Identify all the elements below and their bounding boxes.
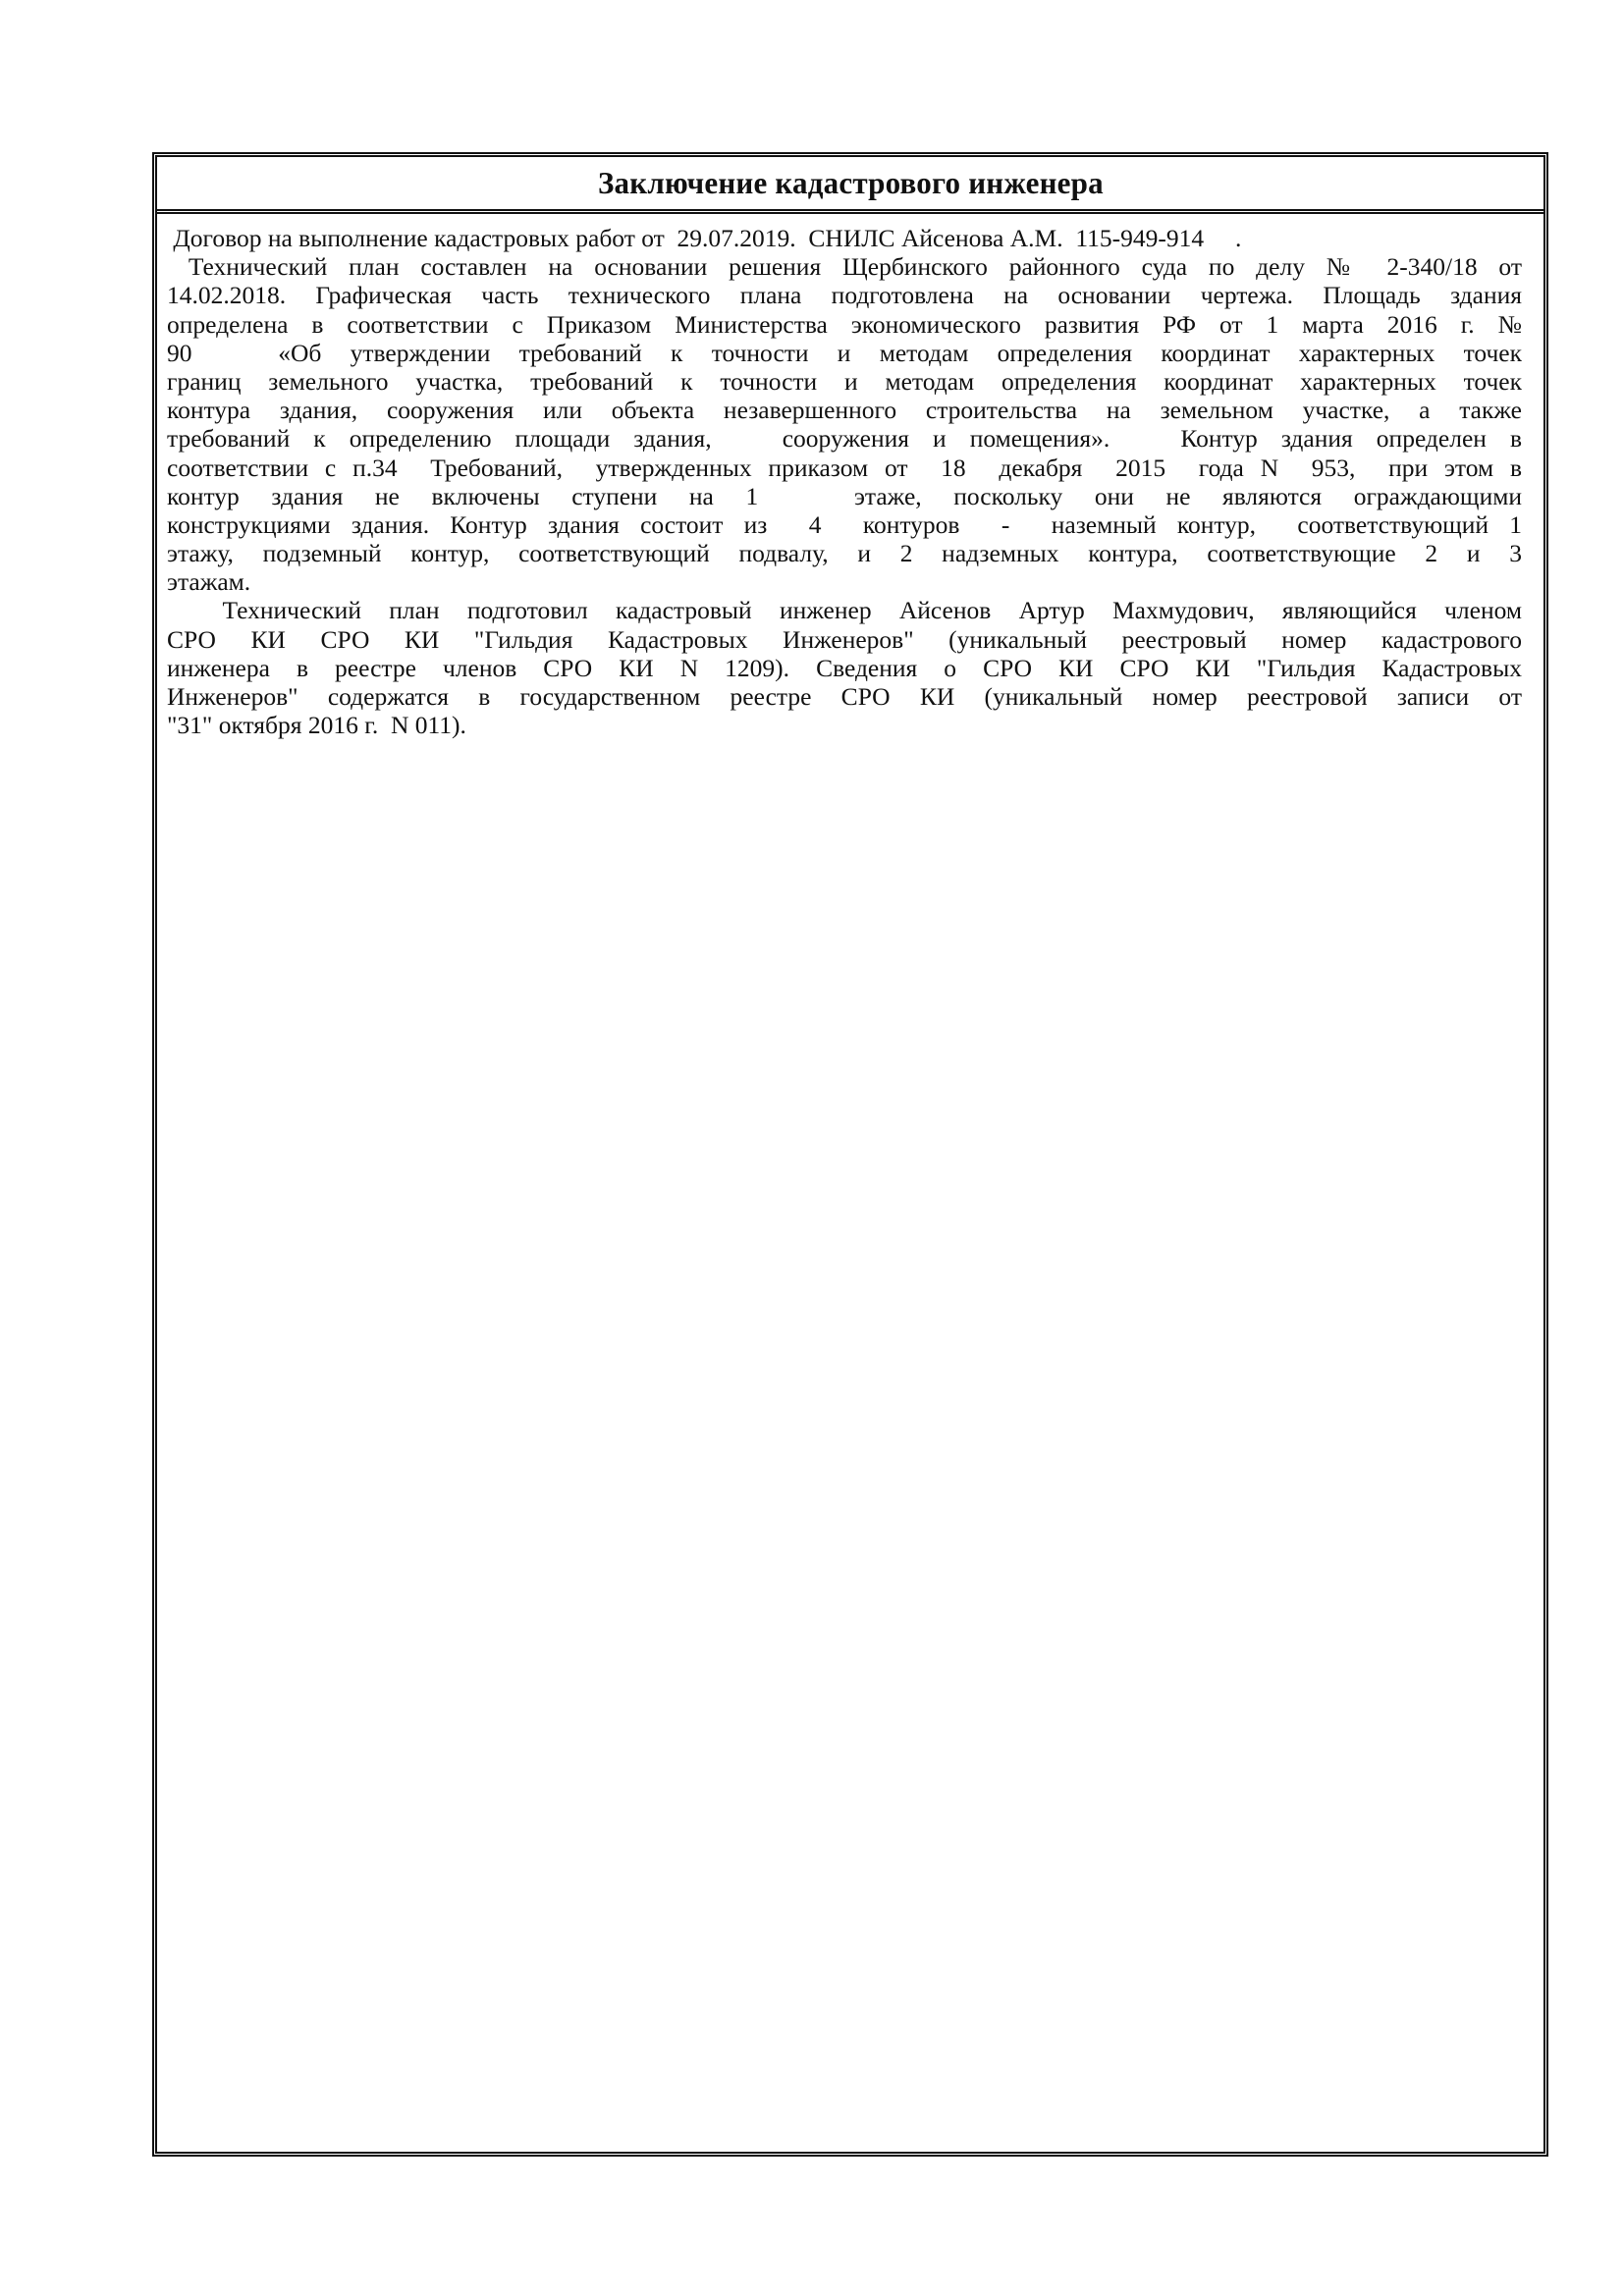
text-line: Технический план подготовил кадастровый инженер Айсенов Артур Махмудович, являющийся членом — [167, 596, 1522, 625]
text-line: Инженеров" содержатся в государственном реестре СРО КИ (уникальный номер реестровой записи от — [167, 682, 1522, 711]
conclusion-body — [167, 224, 1522, 739]
text-line: контура здания, сооружения или объекта незавершенного строительства на земельном участке, а также — [167, 396, 1522, 425]
paragraph-technical-plan-basis — [167, 252, 1522, 596]
text-line: инженера в реестре членов СРО КИ N 1209). Сведения о СРО КИ СРО КИ "Гильдия Кадастровых — [167, 653, 1522, 682]
text-line: "31" октября 2016 г. N 011). — [167, 711, 466, 740]
title-header — [157, 157, 1543, 214]
text-line: границ земельного участка, требований к точности и методам определения координат характерных точек — [167, 366, 1522, 396]
text-line: 90 «Об утверждении требований к точности и методам определения координат характерных точек — [167, 338, 1522, 367]
text-line: СРО КИ СРО КИ "Гильдия Кадастровых Инженеров" (уникальный реестровый номер кадастрового — [167, 624, 1522, 654]
text-line: контур здания не включены ступени на 1 этаже, поскольку они не являются ограждающими — [167, 481, 1522, 510]
paragraph-engineer-info — [167, 596, 1522, 739]
text-line: этажам. — [167, 567, 251, 597]
text-line: этажу, подземный контур, соответствующий подвалу, и 2 надземных контура, соответствующие 2 и 3 — [167, 539, 1522, 568]
page-title: Заключение кадастрового инженера — [597, 165, 1104, 200]
text-line: определена в соответствии с Приказом Министерства экономического развития РФ от 1 марта 2016 г. № — [167, 309, 1522, 339]
conclusion-frame — [152, 152, 1548, 2157]
text-line: Технический план составлен на основании решения Щербинского районного суда по делу № 2-340/18 от — [167, 252, 1522, 282]
text-line: конструкциями здания. Контур здания состоит из 4 контуров - наземный контур, соответствующий 1 — [167, 509, 1522, 539]
text-line: 14.02.2018. Графическая часть технического плана подготовлена на основании чертежа. Площадь здания — [167, 281, 1522, 310]
paragraph-contract — [167, 224, 1522, 252]
text-line: Договор на выполнение кадастровых работ от 29.07.2019. СНИЛС Айсенова А.М. 115-949-914 . — [167, 224, 1242, 252]
text-line: соответствии с п.34 Требований, утвержденных приказом от 18 декабря 2015 года N 953, при этом в — [167, 453, 1522, 482]
text-line: требований к определению площади здания, сооружения и помещения». Контур здания определен в — [167, 424, 1522, 454]
